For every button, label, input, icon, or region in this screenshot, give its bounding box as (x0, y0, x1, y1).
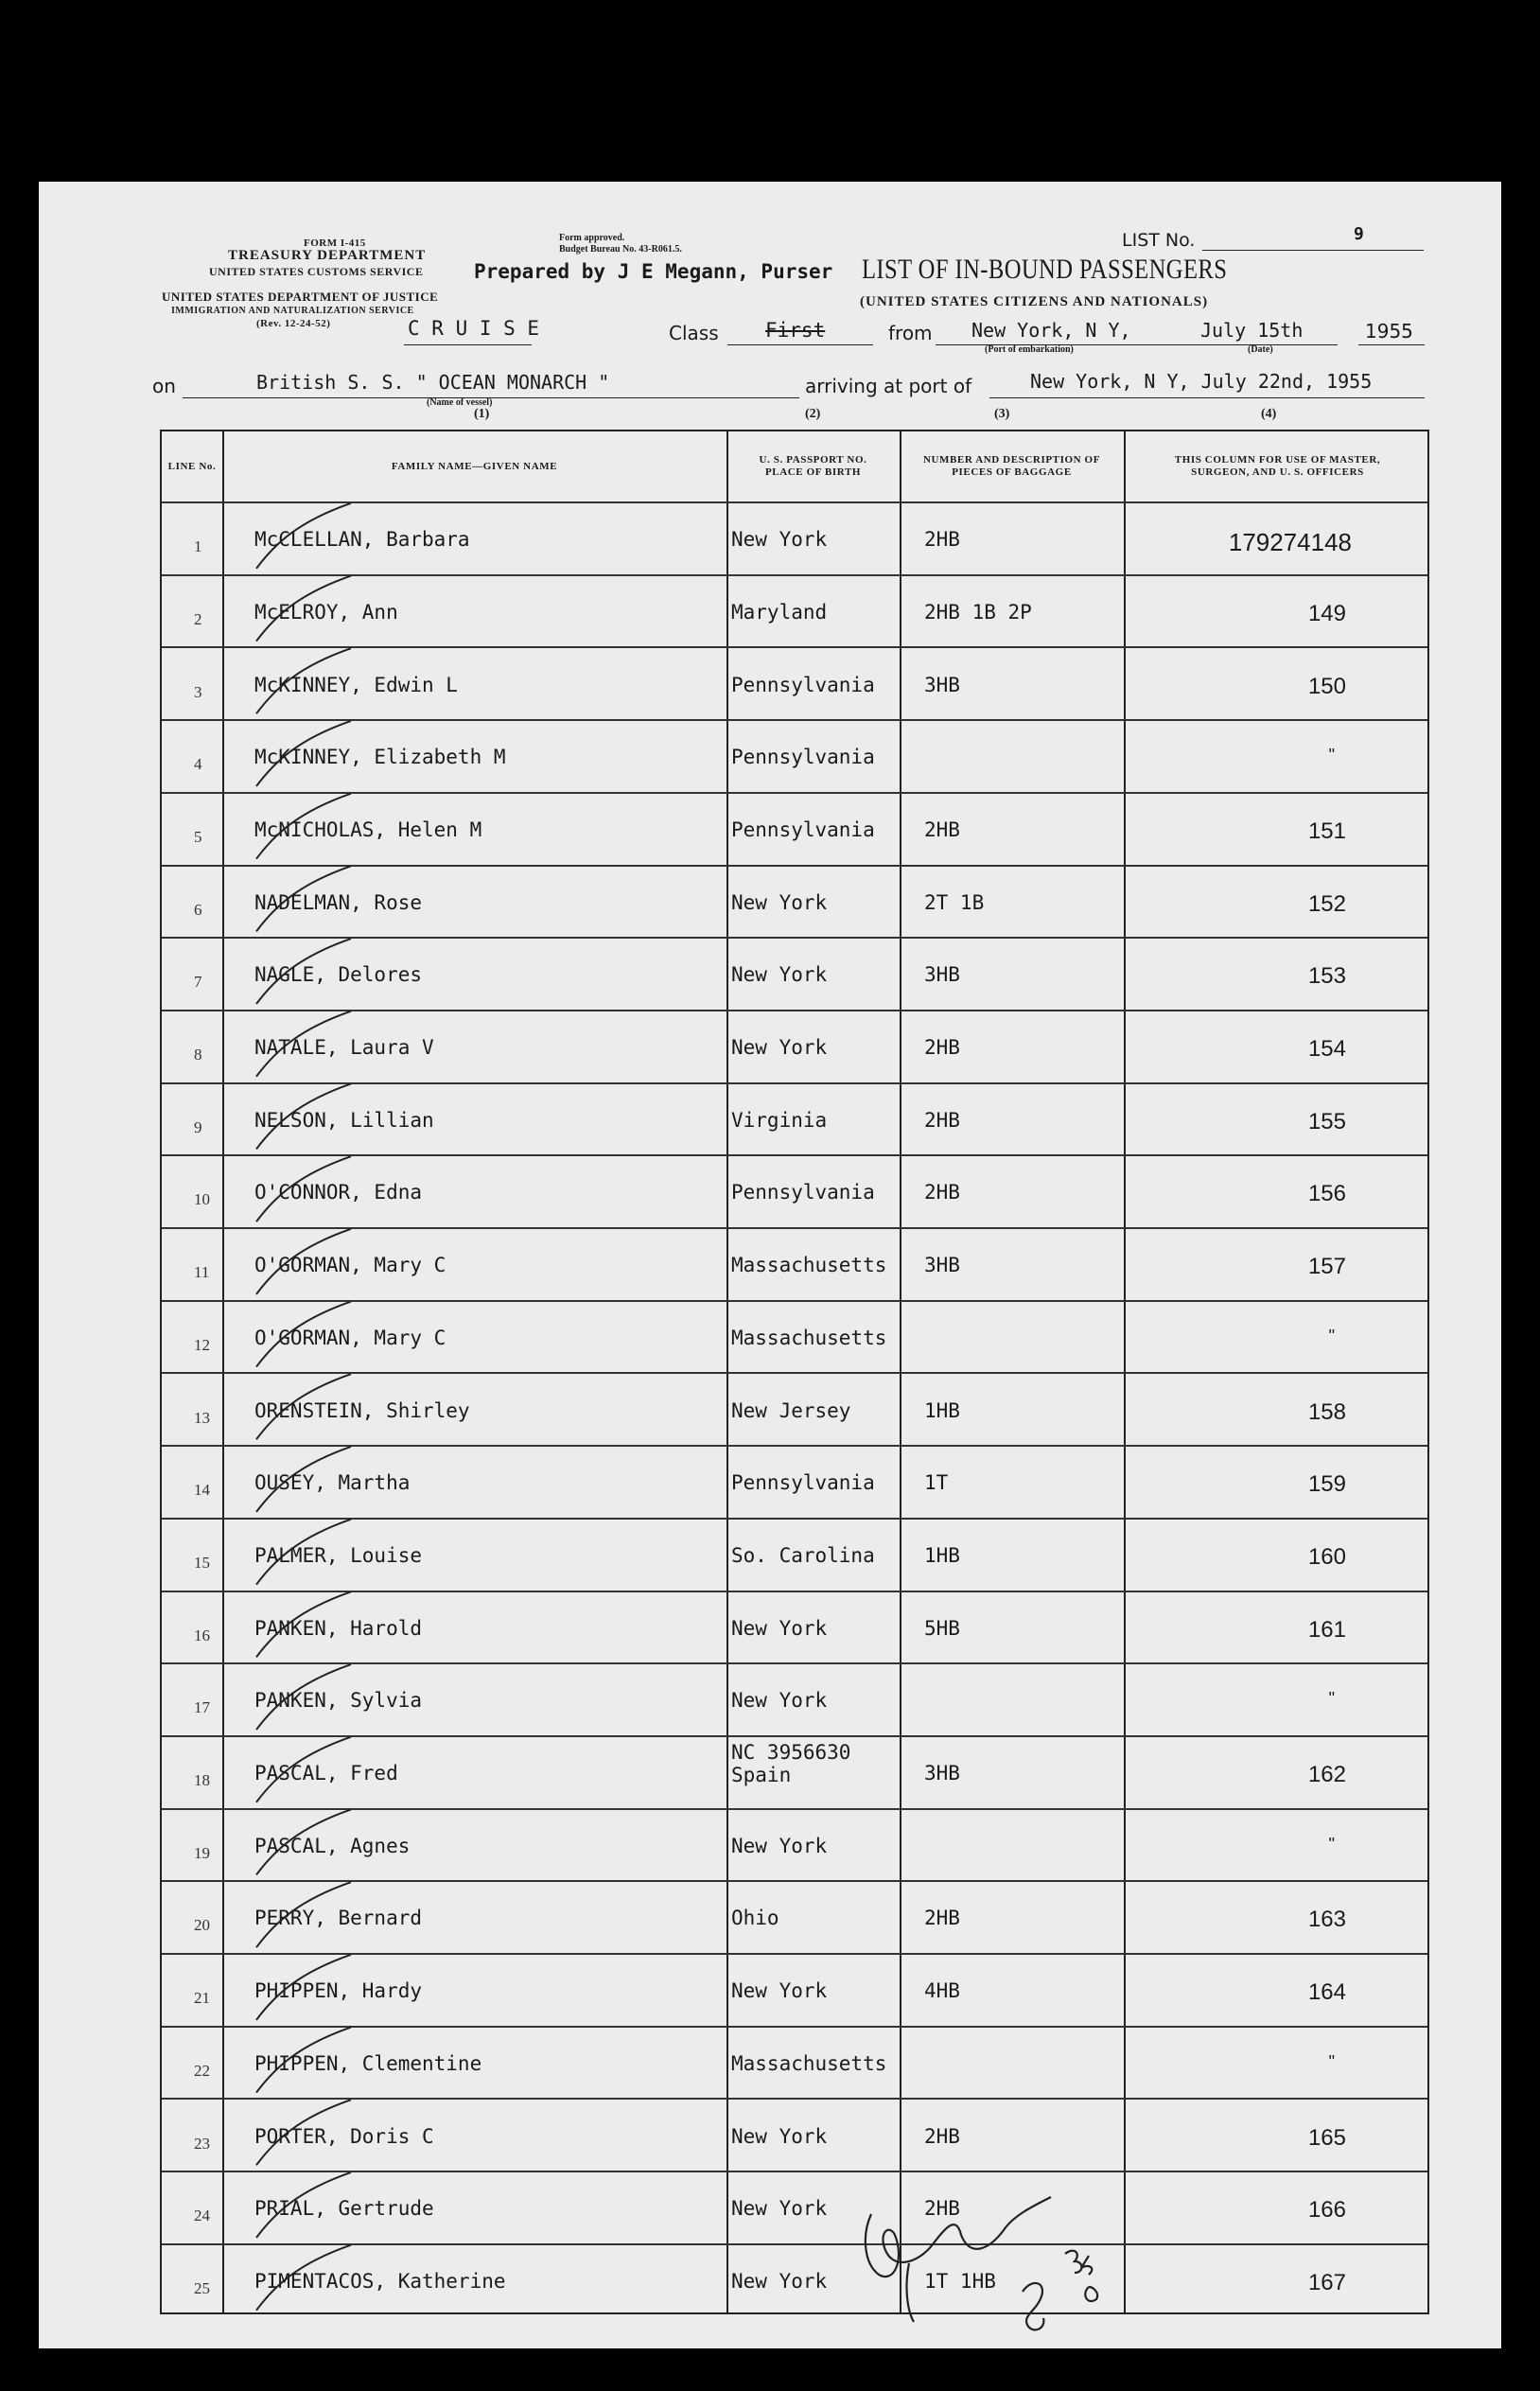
line-number: 22 (194, 2061, 210, 2080)
official-number: 159 (1307, 1471, 1346, 1498)
line-number: 7 (194, 973, 202, 992)
line-number: 13 (194, 1408, 210, 1427)
line-number: 10 (194, 1190, 210, 1209)
header-family-name: FAMILY NAME—GIVEN NAME (391, 460, 558, 472)
header-line-no: LINE No. (167, 460, 217, 472)
treasury-department: TREASURY DEPARTMENT (228, 248, 427, 263)
passenger-name: O'GORMAN, Mary C (254, 1326, 446, 1349)
passenger-name: NAGLE, Delores (254, 963, 423, 987)
official-number: 163 (1307, 1907, 1346, 1933)
column-number-3: (3) (994, 407, 1010, 421)
form-approved: Form approved. (559, 233, 625, 243)
vessel-caption: (Name of vessel) (427, 397, 493, 408)
passenger-name: PRIAL, Gertrude (254, 2197, 434, 2221)
official-number: " (1328, 1326, 1335, 1345)
official-number: 153 (1307, 963, 1346, 990)
line-number: 6 (194, 900, 202, 919)
passenger-name: McCLELLAN, Barbara (254, 528, 470, 552)
official-number: 166 (1307, 2197, 1346, 2224)
line-number: 4 (194, 755, 202, 774)
line-number: 17 (194, 1698, 210, 1717)
list-title: LIST OF IN-BOUND PASSENGERS (862, 254, 1228, 285)
birthplace: Spain (731, 1764, 792, 1787)
official-number: 165 (1307, 2124, 1346, 2151)
passenger-name: O'GORMAN, Mary C (254, 1254, 446, 1277)
birthplace: New York (731, 1689, 828, 1713)
birthplace: New York (731, 963, 828, 987)
passenger-name: O'CONNOR, Edna (254, 1181, 423, 1204)
column-number-2: (2) (805, 407, 821, 421)
birthplace: Massachusetts (731, 1326, 887, 1349)
birthplace: New York (731, 890, 828, 914)
embarkation-port: New York, N Y, (971, 319, 1131, 342)
passenger-name: PHIPPEN, Clementine (254, 2051, 482, 2075)
official-number: 155 (1307, 1108, 1346, 1134)
baggage: 4HB (924, 1979, 960, 2003)
line-number: 8 (194, 1046, 202, 1064)
column-number-1: (1) (474, 407, 490, 421)
line-number: 20 (194, 1916, 210, 1935)
baggage: 5HB (924, 1616, 960, 1640)
official-number: 167 (1307, 2269, 1346, 2295)
arrival-info: New York, N Y, July 22nd, 1955 (1030, 370, 1373, 393)
line-number: 16 (194, 1626, 210, 1644)
official-number: " (1328, 746, 1335, 765)
birthplace: New Jersey (731, 1398, 851, 1422)
birthplace: Pennsylvania (731, 673, 875, 696)
line-number: 15 (194, 1553, 210, 1572)
birthplace: Pennsylvania (731, 818, 875, 841)
official-number: 179274148 (1228, 528, 1352, 557)
baggage: 3HB (924, 963, 960, 987)
birthplace: Ohio (731, 1907, 779, 1930)
baggage: 1HB (924, 1543, 960, 1567)
birthplace: Pennsylvania (731, 1181, 875, 1204)
column-number-4: (4) (1261, 407, 1277, 421)
passenger-name: PANKEN, Sylvia (254, 1689, 423, 1713)
baggage: 1T 1HB (924, 2269, 996, 2293)
official-number: 151 (1307, 818, 1346, 844)
official-number: 158 (1307, 1398, 1346, 1425)
passenger-name: NELSON, Lillian (254, 1108, 434, 1132)
line-number: 3 (194, 682, 202, 701)
baggage: 3HB (924, 1254, 960, 1277)
line-number: 19 (194, 1843, 210, 1862)
prepared-by: Prepared by J E Megann, Purser (474, 260, 833, 283)
baggage: 2HB (924, 818, 960, 841)
passenger-name: PIMENTACOS, Katherine (254, 2269, 506, 2293)
baggage: 2HB 1B 2P (924, 600, 1032, 624)
birthplace: Pennsylvania (731, 1471, 875, 1495)
official-number: 157 (1307, 1254, 1346, 1280)
official-number: 149 (1307, 600, 1346, 626)
baggage: 2HB (924, 528, 960, 552)
vessel-name: British S. S. " OCEAN MONARCH " (256, 371, 610, 394)
baggage: 3HB (924, 673, 960, 696)
passenger-name: NADELMAN, Rose (254, 890, 423, 914)
header-official-use: THIS COLUMN FOR USE OF MASTER, SURGEON, AND U. S. OFFICERS (1174, 454, 1381, 478)
class-label: Class (669, 322, 719, 344)
line-number: 18 (194, 1771, 210, 1790)
form-number: FORM I-415 (304, 237, 366, 249)
header-passport-birthplace: U. S. PASSPORT NO. PLACE OF BIRTH (759, 454, 867, 478)
birthplace: Massachusetts (731, 1254, 887, 1277)
line-number: 25 (194, 2278, 210, 2297)
manifest-sheet (39, 182, 1501, 2348)
line-number: 2 (194, 609, 202, 628)
official-number: 156 (1307, 1181, 1346, 1207)
baggage: 3HB (924, 1762, 960, 1785)
embarkation-year: 1955 (1365, 320, 1413, 343)
birthplace: Virginia (731, 1108, 828, 1132)
birthplace: New York (731, 2197, 828, 2221)
line-number: 9 (194, 1117, 202, 1136)
passenger-name: PASCAL, Agnes (254, 1834, 411, 1857)
official-number: 152 (1307, 890, 1346, 917)
immigration-service: IMMIGRATION AND NATURALIZATION SERVICE (171, 306, 414, 316)
baggage: 2HB (924, 1181, 960, 1204)
passenger-name: NATALE, Laura V (254, 1036, 434, 1060)
passenger-name: McNICHOLAS, Helen M (254, 818, 482, 841)
arriving-label: arriving at port of (805, 375, 972, 397)
passenger-name: OUSEY, Martha (254, 1471, 411, 1495)
passenger-name: ORENSTEIN, Shirley (254, 1398, 470, 1422)
passenger-name: McKINNEY, Elizabeth M (254, 746, 506, 769)
baggage: 2T 1B (924, 890, 985, 914)
date-caption: (Date) (1248, 344, 1273, 355)
birthplace: Massachusetts (731, 2051, 887, 2075)
baggage: 2HB (924, 1907, 960, 1930)
embarkation-date: July 15th (1200, 319, 1304, 342)
baggage: 1T (924, 1471, 949, 1495)
birthplace: New York (731, 1036, 828, 1060)
line-number: 21 (194, 1989, 210, 2008)
port-caption: (Port of embarkation) (985, 344, 1074, 355)
passenger-name: McKINNEY, Edwin L (254, 673, 458, 696)
revision-date: (Rev. 12-24-52) (256, 318, 331, 329)
official-number: " (1328, 1834, 1335, 1854)
birthplace: Pennsylvania (731, 746, 875, 769)
header-baggage: NUMBER AND DESCRIPTION OF PIECES OF BAGGAGE (922, 454, 1101, 478)
passenger-table (160, 430, 1429, 2314)
line-number: 1 (194, 537, 202, 556)
birthplace: New York (731, 1616, 828, 1640)
baggage: 2HB (924, 2124, 960, 2148)
line-number: 5 (194, 827, 202, 846)
passenger-name: PALMER, Louise (254, 1543, 423, 1567)
passenger-name: PORTER, Doris C (254, 2124, 434, 2148)
line-number: 11 (194, 1263, 210, 1282)
baggage: 1HB (924, 1398, 960, 1422)
passenger-name: PERRY, Bernard (254, 1907, 423, 1930)
passenger-name: PANKEN, Harold (254, 1616, 423, 1640)
passport-number: NC 3956630 (731, 1741, 851, 1765)
birthplace: New York (731, 1834, 828, 1857)
list-no-value: 9 (1354, 224, 1364, 244)
official-number: 150 (1307, 673, 1346, 699)
on-label: on (152, 375, 176, 397)
budget-bureau: Budget Bureau No. 43-R061.5. (559, 244, 682, 255)
official-number: 162 (1307, 1762, 1346, 1788)
official-number: 154 (1307, 1036, 1346, 1063)
birthplace: New York (731, 2124, 828, 2148)
birthplace: New York (731, 2269, 828, 2293)
birthplace: New York (731, 528, 828, 552)
customs-service: UNITED STATES CUSTOMS SERVICE (209, 265, 424, 278)
official-number: 164 (1307, 1979, 1346, 2006)
passenger-name: PASCAL, Fred (254, 1762, 398, 1785)
baggage: 2HB (924, 1108, 960, 1132)
official-number: " (1328, 2051, 1335, 2071)
list-subtitle: (UNITED STATES CITIZENS AND NATIONALS) (860, 294, 1209, 309)
from-label: from (888, 322, 933, 344)
birthplace: So. Carolina (731, 1543, 875, 1567)
class-value: First (765, 319, 826, 342)
passenger-name: PHIPPEN, Hardy (254, 1979, 423, 2003)
line-number: 14 (194, 1481, 210, 1500)
birthplace: New York (731, 1979, 828, 2003)
official-number: 160 (1307, 1543, 1346, 1570)
passenger-name: McELROY, Ann (254, 600, 398, 624)
birthplace: Maryland (731, 600, 828, 624)
list-no-label: LIST No. (1122, 230, 1196, 251)
line-number: 24 (194, 2206, 210, 2225)
line-number: 23 (194, 2134, 210, 2153)
baggage: 2HB (924, 1036, 960, 1060)
cruise-stamp: C R U I S E (408, 317, 540, 340)
justice-department: UNITED STATES DEPARTMENT OF JUSTICE (162, 290, 439, 304)
official-number: 161 (1307, 1616, 1346, 1643)
baggage: 2HB (924, 2197, 960, 2221)
official-number: " (1328, 1689, 1335, 1709)
line-number: 12 (194, 1335, 210, 1354)
